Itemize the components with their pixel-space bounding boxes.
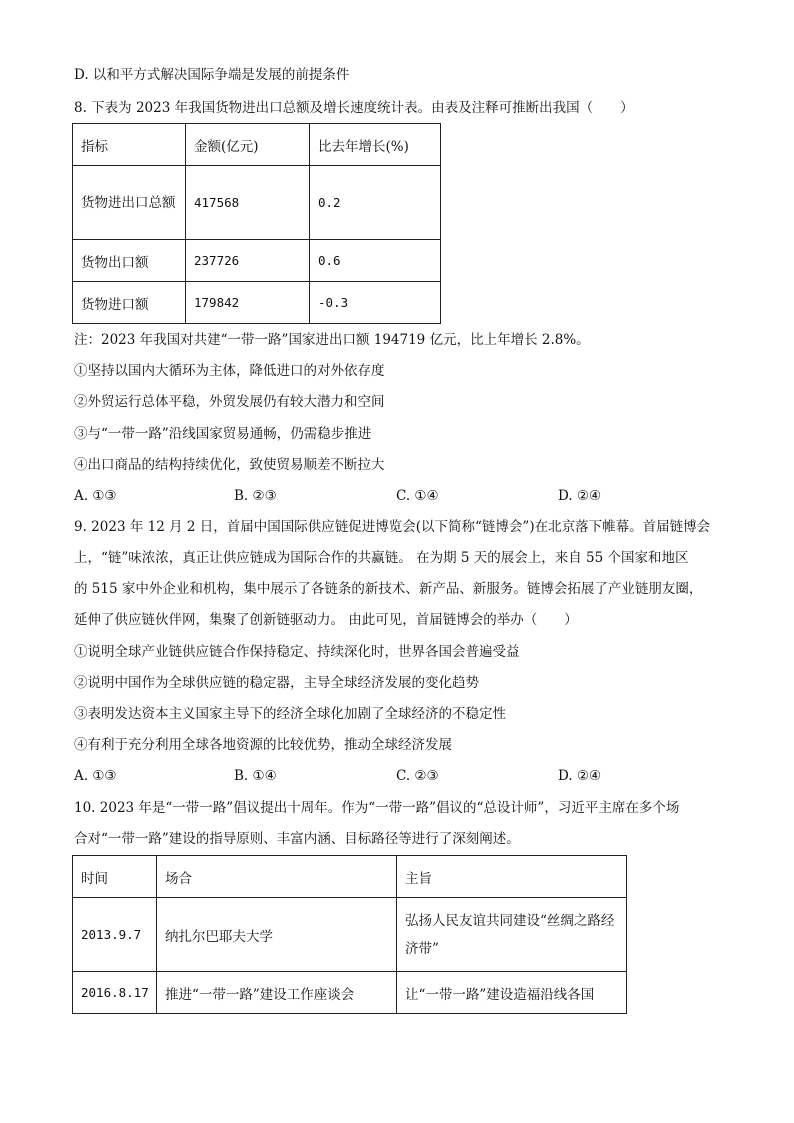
table-row xyxy=(73,282,441,324)
table-cell: -0.3 xyxy=(310,282,441,324)
table-cell: 弘扬人民友谊共同建设“丝绸之路经济带” xyxy=(397,898,627,972)
q9-statement: ②说明中国作为全球供应链的稳定器，主导全球经济发展的变化趋势 xyxy=(74,675,479,691)
table-cell: 417568 xyxy=(186,166,310,240)
option-c[interactable]: C. ①④ xyxy=(396,488,439,504)
q8-statement: ②外贸运行总体平稳，外贸发展仍有较大潜力和空间 xyxy=(74,394,385,410)
table-cell: 纳扎尔巴耶夫大学 xyxy=(157,898,397,972)
table-cell: 2013.9.7 xyxy=(73,898,157,972)
q8-statement: ④出口商品的结构持续优化，致使贸易顺差不断拉大 xyxy=(74,457,385,473)
table-header-row xyxy=(73,124,441,166)
table-cell: 推进“一带一路”建设工作座谈会 xyxy=(157,972,397,1014)
option-b[interactable]: B. ①④ xyxy=(234,768,277,784)
option-a[interactable]: A. ①③ xyxy=(74,488,117,504)
table-header-cell: 时间 xyxy=(73,856,157,898)
q9-stem-line: 的 515 家中外企业和机构，集中展示了各链条的新技术、新产品、新服务。链博会拓展了产业链朋友圈， xyxy=(74,581,703,597)
q8-statement: ③与“一带一路”沿线国家贸易通畅，仍需稳步推进 xyxy=(74,426,372,442)
option-d-line: D. 以和平方式解决国际争端是发展的前提条件 xyxy=(74,67,350,83)
q8-stem: 8. 下表为 2023 年我国货物进出口总额及增长速度统计表。由表及注释可推断出我国（ ） xyxy=(74,100,634,116)
table-cell: 货物进口额 xyxy=(73,282,186,324)
q9-stem-line: 上，“链”味浓浓，真正让供应链成为国际合作的共赢链。 在为期 5 天的展会上，来自 55 个国家和地区 xyxy=(74,550,689,566)
table-row xyxy=(73,898,627,972)
q9-statement: ①说明全球产业链供应链合作保持稳定、持续深化时，世界各国会普遍受益 xyxy=(74,644,520,660)
option-b[interactable]: B. ②③ xyxy=(234,488,277,504)
table-cell: 货物进出口总额 xyxy=(73,166,186,240)
q10-stem-line: 合对“一带一路”建设的指导原则、丰富内涵、目标路径等进行了深刻阐述。 xyxy=(74,831,520,847)
q9-statement: ④有利于充分利用全球各地资源的比较优势，推动全球经济发展 xyxy=(74,737,452,753)
table-cell: 货物出口额 xyxy=(73,240,186,282)
option-a[interactable]: A. ①③ xyxy=(74,768,117,784)
q10-stem-line: 10. 2023 年是“一带一路”倡议提出十周年。作为“一带一路”倡议的“总设计师”，习近平主席在多个场 xyxy=(74,800,680,816)
q8-table xyxy=(72,123,441,324)
table-header-row xyxy=(73,856,627,898)
table-cell: 0.2 xyxy=(310,166,441,240)
table-row xyxy=(73,972,627,1014)
q9-stem-line: 9. 2023 年 12 月 2 日，首届中国国际供应链促进博览会(以下简称“链博会”)在北京落下帷幕。首届链博会 xyxy=(74,519,711,535)
table-cell: 237726 xyxy=(186,240,310,282)
table-cell: 0.6 xyxy=(310,240,441,282)
option-d[interactable]: D. ②④ xyxy=(558,488,602,504)
table-header-cell: 主旨 xyxy=(397,856,627,898)
q9-statement: ③表明发达资本主义国家主导下的经济全球化加剧了全球经济的不稳定性 xyxy=(74,706,506,722)
table-cell: 179842 xyxy=(186,282,310,324)
q8-options xyxy=(74,486,734,506)
table-row xyxy=(73,240,441,282)
table-row xyxy=(73,166,441,240)
option-c[interactable]: C. ②③ xyxy=(396,768,439,784)
table-header-cell: 金额(亿元) xyxy=(186,124,310,166)
q10-table xyxy=(72,855,627,1014)
table-cell: 让“一带一路”建设造福沿线各国 xyxy=(397,972,627,1014)
q8-note: 注：2023 年我国对共建“一带一路”国家进出口额 194719 亿元，比上年增长 2.8%。 xyxy=(74,332,590,348)
q8-statement: ①坚持以国内大循环为主体，降低进口的对外依存度 xyxy=(74,363,385,379)
table-cell: 2016.8.17 xyxy=(73,972,157,1014)
table-header-cell: 指标 xyxy=(73,124,186,166)
q9-stem-line: 延伸了供应链伙伴网，集聚了创新链驱动力。 由此可见，首届链博会的举办（ ） xyxy=(74,612,578,628)
q9-options xyxy=(74,766,734,786)
option-d[interactable]: D. ②④ xyxy=(558,768,602,784)
table-header-cell: 比去年增长(%) xyxy=(310,124,441,166)
table-header-cell: 场合 xyxy=(157,856,397,898)
